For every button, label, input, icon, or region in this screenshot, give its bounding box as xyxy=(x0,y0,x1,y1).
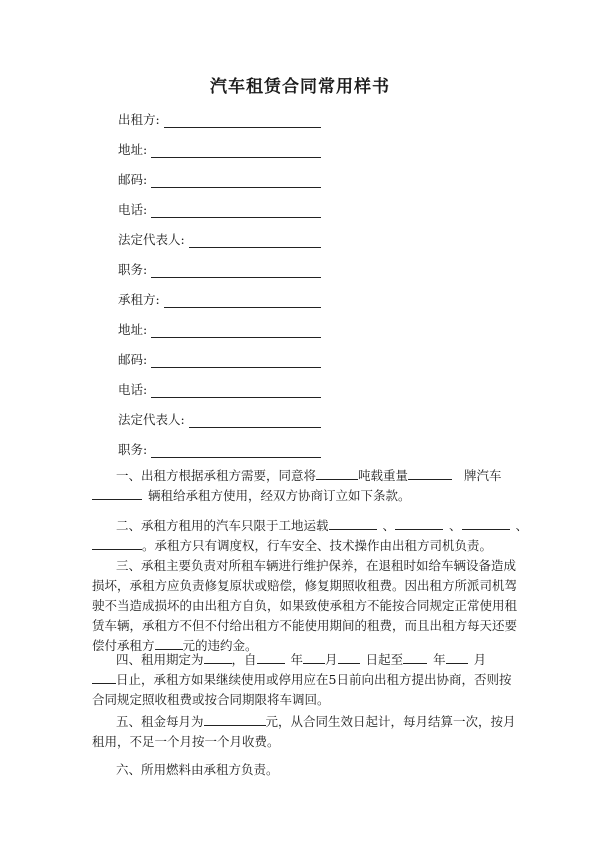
lessee-postcode-blank xyxy=(151,353,321,368)
lessor-address-label: 地址: xyxy=(118,142,148,157)
clause-3-line-5: 偿付承租方 元的违约金。 xyxy=(92,638,258,653)
clause-2-line-1: 二、承租方租用的汽车只限于工地运载 、 、 、 xyxy=(116,518,529,533)
clause-4-line-2: 日止，承租方如果继续使用或停用应在5日前向出租方提出协商，否则按 xyxy=(92,670,512,690)
lessee-name-label: 承租方: xyxy=(118,292,160,307)
lessee-phone-label: 电话: xyxy=(118,382,148,397)
blank-cargo-3 xyxy=(462,516,510,530)
clause-2 xyxy=(92,516,529,556)
lessee-position-label: 职务: xyxy=(118,442,148,457)
blank-cargo-1 xyxy=(329,516,377,530)
clause-6 xyxy=(92,760,512,780)
lessee-phone-field xyxy=(118,380,321,398)
blank-start-month xyxy=(303,650,325,664)
lessor-phone-field xyxy=(118,200,321,218)
lessor-address-blank xyxy=(151,143,321,158)
lessee-rep-field xyxy=(118,410,321,428)
lessor-phone-label: 电话: xyxy=(118,202,148,217)
lessor-address-field xyxy=(118,140,321,158)
lessee-position-field xyxy=(118,440,321,458)
clause-3 xyxy=(92,556,518,656)
document-title: 汽车租赁合同常用样书 xyxy=(210,77,390,97)
lessor-rep-blank xyxy=(189,233,321,248)
blank-end-year xyxy=(403,650,427,664)
clause-3-line-1: 三、承租主要负责对所租车辆进行维护保养，在退租时如给车辆设备造成 xyxy=(116,558,517,573)
blank-end-month xyxy=(446,650,468,664)
lessor-postcode-blank xyxy=(151,173,321,188)
lessor-postcode-label: 邮码: xyxy=(118,172,148,187)
lessee-postcode-label: 邮码: xyxy=(118,352,148,367)
clause-4 xyxy=(92,650,512,710)
lessor-name-blank xyxy=(164,113,321,128)
lessor-name-label: 出租方: xyxy=(118,112,160,127)
lessor-phone-blank xyxy=(151,203,321,218)
lessor-position-label: 职务: xyxy=(118,262,148,277)
lessor-rep-field xyxy=(118,230,321,248)
lessee-phone-blank xyxy=(151,383,321,398)
lessee-position-blank xyxy=(151,443,321,458)
lessee-address-label: 地址: xyxy=(118,322,148,337)
blank-end-day xyxy=(92,670,116,684)
lessee-postcode-field xyxy=(118,350,321,368)
clause-3-line-4: 赁车辆，承租方不但不付给出租方不能使用期间的租费，而且出租方每天还要 xyxy=(92,618,518,633)
clause-1 xyxy=(92,466,512,506)
lessor-rep-label: 法定代表人: xyxy=(118,232,185,247)
clause-5 xyxy=(92,712,516,752)
lessee-rep-label: 法定代表人: xyxy=(118,412,185,427)
clause-3-line-2: 损坏，承租方应负责修复原状或赔偿，修复期照收租费。因出租方所派司机驾 xyxy=(92,578,518,593)
blank-brand xyxy=(408,466,452,480)
blank-vehicle-count xyxy=(92,486,142,500)
clause-6-line-1: 六、所用燃料由承租方负责。 xyxy=(116,762,279,777)
lessor-position-field xyxy=(118,260,321,278)
blank-penalty xyxy=(155,636,183,650)
blank-monthly-rent xyxy=(204,712,266,726)
clause-5-line-2: 租用，不足一个月按一个月收费。 xyxy=(92,734,280,749)
clause-1-line-2: 辆租给承租方使用，经双方协商订立如下条款。 xyxy=(92,486,512,506)
lessee-address-field xyxy=(118,320,321,338)
clause-4-line-3: 合同规定照收租费或按合同期限将车调回。 xyxy=(92,692,330,707)
clause-3-line-3: 驶不当造成损坏的由出租方自负，如果致使承租方不能按合同规定正常使用租 xyxy=(92,598,518,613)
blank-start-year xyxy=(257,650,285,664)
blank-tonnage xyxy=(316,466,358,480)
blank-start-day xyxy=(338,650,360,664)
clause-2-line-2: 。承租方只有调度权，行车安全、技术操作由出租方司机负责。 xyxy=(92,536,512,556)
lessor-postcode-field xyxy=(118,170,321,188)
clause-5-line-1: 五、租金每月为 元，从合同生效日起计，每月结算一次，按月 xyxy=(116,714,516,729)
clause-1-line-1: 一、出租方根据承租方需要，同意将 吨载重量 牌汽车 xyxy=(116,468,502,483)
lessee-rep-blank xyxy=(189,413,321,428)
lessor-name-field xyxy=(118,110,321,128)
lessor-position-blank xyxy=(151,263,321,278)
lessee-name-field xyxy=(118,290,321,308)
lessee-address-blank xyxy=(151,323,321,338)
blank-cargo-2 xyxy=(395,516,443,530)
lessee-name-blank xyxy=(164,293,321,308)
blank-cargo-4 xyxy=(92,536,142,550)
blank-rental-period xyxy=(204,650,232,664)
clause-4-line-1: 四、租用期定为 ，自 年 月 日起至 年 月 xyxy=(116,652,487,667)
